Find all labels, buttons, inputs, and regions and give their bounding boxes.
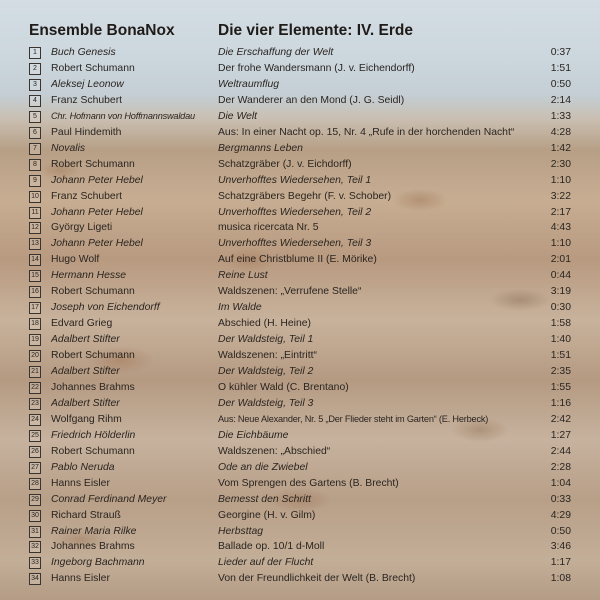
track-row	[0, 204, 600, 221]
track-title: Die Erschaffung der Welt	[218, 47, 334, 58]
track-title: Aus: In einer Nacht op. 15, Nr. 4 „Rufe in der horchenden Nacht“	[218, 126, 515, 138]
track-composer: Adalbert Stifter	[51, 334, 120, 346]
track-title: Ode an die Zwiebel	[218, 461, 308, 473]
track-duration: 1:42	[550, 142, 571, 154]
track-row	[0, 219, 600, 236]
track-composer: Johannes Brahms	[51, 541, 135, 553]
track-composer: Hugo Wolf	[51, 254, 100, 266]
track-number: 4	[29, 95, 41, 107]
track-duration: 4:43	[550, 222, 571, 234]
track-number: 2	[29, 63, 41, 75]
track-number: 32	[29, 541, 41, 553]
track-row	[0, 570, 600, 587]
track-title: Der Waldsteig, Teil 2	[218, 366, 314, 377]
track-row	[0, 299, 600, 316]
track-number: 31	[29, 526, 41, 538]
track-composer: Robert Schumann	[51, 350, 135, 362]
track-composer: Wolfgang Rihm	[51, 413, 122, 425]
track-duration: 0:37	[550, 47, 571, 58]
track-composer: Chr. Hofmann von Hoffmannswaldau	[51, 110, 195, 121]
track-composer: György Ligeti	[51, 222, 113, 234]
track-title: Der Waldsteig, Teil 1	[218, 334, 314, 346]
track-row	[0, 156, 600, 173]
track-row	[0, 491, 600, 508]
track-composer: Johann Peter Hebel	[51, 174, 143, 186]
track-number: 14	[29, 254, 41, 266]
track-row	[0, 475, 600, 492]
track-duration: 0:30	[550, 302, 571, 314]
track-duration: 1:51	[550, 62, 571, 74]
track-number: 34	[29, 573, 41, 585]
track-title: Waldszenen: „Verrufene Stelle“	[218, 286, 362, 298]
track-number: 26	[29, 446, 41, 458]
track-number: 11	[29, 207, 41, 219]
track-number: 29	[29, 494, 41, 506]
track-duration: 4:28	[550, 126, 571, 138]
track-duration: 2:01	[550, 254, 571, 266]
track-title: Der frohe Wandersmann (J. v. Eichendorff)	[218, 62, 415, 74]
track-title: Auf eine Christblume II (E. Mörike)	[218, 254, 377, 266]
track-number: 13	[29, 238, 41, 250]
track-number: 21	[29, 366, 41, 378]
track-number: 7	[29, 143, 41, 155]
track-composer: Robert Schumann	[51, 286, 135, 298]
track-title: Schatzgräber (J. v. Eichdorff)	[218, 158, 352, 170]
track-title: musica ricercata Nr. 5	[218, 222, 319, 234]
track-duration: 2:44	[550, 445, 571, 457]
track-composer: Novalis	[51, 142, 86, 154]
track-number: 28	[29, 478, 41, 490]
track-composer: Johannes Brahms	[51, 381, 135, 393]
track-title: Reine Lust	[218, 270, 268, 282]
track-row	[0, 124, 600, 141]
track-number: 15	[29, 270, 41, 282]
track-composer: Hanns Eisler	[51, 573, 110, 585]
track-number: 27	[29, 462, 41, 474]
track-row	[0, 140, 600, 157]
track-row	[0, 60, 600, 77]
track-duration: 0:44	[550, 270, 571, 282]
track-composer: Conrad Ferdinand Meyer	[51, 493, 167, 505]
track-row	[0, 427, 600, 444]
track-composer: Franz Schubert	[51, 190, 123, 202]
track-duration: 2:17	[550, 206, 571, 218]
track-duration: 1:55	[550, 381, 571, 393]
track-duration: 1:16	[550, 397, 571, 409]
track-row	[0, 554, 600, 571]
track-composer: Pablo Neruda	[51, 461, 115, 473]
track-composer: Ingeborg Bachmann	[51, 557, 145, 569]
track-title: Bemesst den Schritt	[218, 493, 311, 505]
track-composer: Adalbert Stifter	[51, 366, 120, 377]
track-title: Aus: Neue Alexander, Nr. 5 „Der Flieder steht im Garten“ (E. Herbeck)	[218, 413, 489, 424]
track-duration: 1:10	[550, 174, 571, 186]
track-row	[0, 172, 600, 189]
track-duration: 2:28	[550, 461, 571, 473]
track-number: 23	[29, 398, 41, 410]
track-duration: 0:50	[550, 525, 571, 537]
track-number: 22	[29, 382, 41, 394]
track-title: Bergmanns Leben	[218, 142, 303, 154]
track-row	[0, 538, 600, 555]
track-composer: Rainer Maria Rilke	[51, 525, 137, 537]
track-composer: Paul Hindemith	[51, 126, 122, 138]
album-title: Die vier Elemente: IV. Erde	[218, 22, 413, 39]
track-row	[0, 395, 600, 412]
track-title: Von der Freundlichkeit der Welt (B. Brecht)	[218, 573, 416, 585]
track-duration: 1:27	[550, 429, 571, 441]
track-composer: Adalbert Stifter	[51, 397, 120, 409]
track-row	[0, 188, 600, 205]
track-title: Herbsttag	[218, 525, 264, 537]
track-row	[0, 363, 600, 380]
track-number: 16	[29, 286, 41, 298]
track-duration: 3:22	[550, 190, 571, 202]
track-row	[0, 507, 600, 524]
track-composer: Franz Schubert	[51, 94, 123, 106]
track-number: 5	[29, 111, 41, 123]
track-row	[0, 331, 600, 348]
track-number: 8	[29, 159, 41, 171]
track-number: 18	[29, 318, 41, 330]
track-title: Abschied (H. Heine)	[218, 318, 311, 330]
track-number: 6	[29, 127, 41, 139]
track-row	[0, 235, 600, 252]
track-number: 1	[29, 47, 41, 59]
track-number: 10	[29, 191, 41, 203]
track-title: Ballade op. 10/1 d-Moll	[218, 541, 325, 553]
track-number: 25	[29, 430, 41, 442]
track-duration: 1:17	[550, 557, 571, 569]
track-title: Unverhofftes Wiedersehen, Teil 2	[218, 206, 372, 218]
track-title: Der Waldsteig, Teil 3	[218, 397, 314, 409]
track-composer: Friedrich Hölderlin	[51, 429, 136, 441]
track-number: 19	[29, 334, 41, 346]
track-number: 24	[29, 414, 41, 426]
track-duration: 3:46	[550, 541, 571, 553]
track-row	[0, 251, 600, 268]
track-composer: Robert Schumann	[51, 62, 135, 74]
track-title: O kühler Wald (C. Brentano)	[218, 381, 349, 393]
track-row	[0, 267, 600, 284]
track-row	[0, 315, 600, 332]
track-title: Lieder auf der Flucht	[218, 557, 314, 569]
track-composer: Hermann Hesse	[51, 270, 127, 282]
track-title: Unverhofftes Wiedersehen, Teil 3	[218, 238, 372, 250]
track-title: Der Wanderer an den Mond (J. G. Seidl)	[218, 94, 405, 106]
track-row	[0, 379, 600, 396]
track-duration: 0:50	[550, 78, 571, 90]
track-number: 17	[29, 302, 41, 314]
track-composer: Robert Schumann	[51, 158, 135, 170]
track-duration: 1:58	[550, 318, 571, 330]
track-duration: 1:04	[550, 477, 571, 489]
track-row	[0, 92, 600, 109]
track-number: 30	[29, 510, 41, 522]
track-composer: Robert Schumann	[51, 445, 135, 457]
track-number: 33	[29, 557, 41, 569]
track-composer: Joseph von Eichendorff	[51, 302, 160, 314]
track-title: Waldszenen: „Eintritt“	[218, 350, 317, 362]
track-duration: 1:08	[550, 573, 571, 585]
track-composer: Buch Genesis	[51, 47, 116, 58]
track-row	[0, 347, 600, 364]
track-duration: 2:30	[550, 158, 571, 170]
track-number: 9	[29, 175, 41, 187]
track-title: Georgine (H. v. Gilm)	[218, 509, 316, 521]
track-title: Unverhofftes Wiedersehen, Teil 1	[218, 174, 372, 186]
track-title: Weltraumflug	[218, 78, 280, 90]
track-duration: 4:29	[550, 509, 571, 521]
track-title: Die Eichbäume	[218, 429, 289, 441]
track-duration: 2:35	[550, 366, 571, 377]
track-row	[0, 76, 600, 93]
track-composer: Johann Peter Hebel	[51, 206, 143, 218]
track-number: 20	[29, 350, 41, 362]
ensemble-name: Ensemble BonaNox	[29, 22, 175, 39]
track-duration: 1:10	[550, 238, 571, 250]
track-title: Die Welt	[218, 110, 258, 122]
track-row	[0, 443, 600, 460]
track-title: Vom Sprengen des Gartens (B. Brecht)	[218, 477, 399, 489]
track-duration: 1:51	[550, 350, 571, 362]
track-duration: 1:40	[550, 334, 571, 346]
track-row	[0, 459, 600, 476]
track-row	[0, 411, 600, 428]
track-duration: 3:19	[550, 286, 571, 298]
track-row	[0, 523, 600, 540]
track-composer: Aleksej Leonow	[51, 78, 124, 90]
track-title: Im Walde	[218, 302, 262, 314]
track-duration: 0:33	[550, 493, 571, 505]
track-row	[0, 108, 600, 125]
track-row	[0, 44, 600, 61]
track-duration: 1:33	[550, 110, 571, 122]
track-number: 3	[29, 79, 41, 91]
track-duration: 2:14	[550, 94, 571, 106]
track-composer: Edvard Grieg	[51, 318, 113, 330]
track-number: 12	[29, 222, 41, 234]
track-composer: Hanns Eisler	[51, 477, 110, 489]
track-duration: 2:42	[550, 413, 571, 425]
track-composer: Richard Strauß	[51, 509, 121, 521]
track-title: Waldszenen: „Abschied“	[218, 445, 331, 457]
track-row	[0, 283, 600, 300]
track-composer: Johann Peter Hebel	[51, 238, 143, 250]
track-title: Schatzgräbers Begehr (F. v. Schober)	[218, 190, 392, 202]
